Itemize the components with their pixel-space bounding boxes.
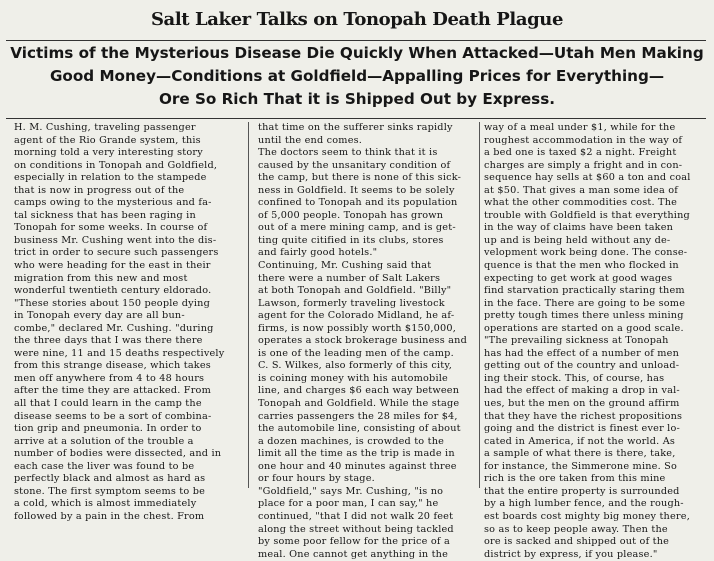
article-column-2 [258, 122, 476, 561]
text-line: Tonopah for some weeks. In course of [14, 222, 208, 234]
text-line: each case the liver was found to be [14, 460, 195, 472]
text-line: Continuing, Mr. Cushing said that [258, 260, 432, 272]
text-line: meal. One cannot get anything in the [258, 548, 449, 560]
text-line: of 5,000 people. Tonopah has grown [258, 209, 444, 221]
text-line: The doctors seem to think that it is [258, 147, 438, 159]
text-line: for instance, the Simmerone mine. So [484, 460, 678, 472]
text-line: caused by the unsanitary condition of [258, 159, 451, 171]
text-line: expecting to get work at good wages [484, 272, 673, 284]
text-line: in the way of claims have been taken [484, 222, 674, 234]
text-line: on conditions in Tonopah and Goldfield, [14, 159, 218, 171]
text-line: agent of the Rio Grande system, this [14, 134, 201, 146]
text-line: that they have the richest propositions [484, 410, 683, 422]
text-line: there were a number of Salt Lakers [258, 272, 441, 284]
text-line: firms, is now possibly worth $150,000, [258, 322, 457, 334]
headline: Salt Laker Talks on Tonopah Death Plague [150, 9, 564, 30]
text-line: Tonopah and Goldfield. While the stage [258, 398, 460, 410]
subheadline-line: Ore So Rich That it is Shipped Out by Express. [158, 90, 556, 108]
text-line: tal sickness that has been raging in [14, 209, 196, 221]
text-line: place for a poor man, I can say," he [258, 498, 439, 510]
text-line: cated in America, if not the world. As [484, 435, 676, 447]
text-line: men off anywhere from 4 to 48 hours [14, 372, 205, 384]
text-line: line, and charges $6 each way between [258, 385, 460, 397]
text-line: in the face. There are going to be some [484, 297, 686, 309]
text-line: combe," declared Mr. Cushing. "during [14, 322, 214, 334]
text-line: along the street without being tackled [258, 523, 454, 535]
text-line: camps owing to the mysterious and fa- [14, 197, 212, 209]
text-line: up and is being held without any de- [484, 234, 671, 246]
article-column-3 [484, 122, 708, 561]
text-line: out of a mere mining camp, and is get- [258, 222, 456, 234]
text-line: disease seems to be a sort of combina- [14, 410, 212, 422]
text-line: at both Tonopah and Goldfield. "Billy" [258, 285, 452, 297]
column-divider [248, 122, 249, 488]
text-line: a cold, which is almost immediately [14, 498, 197, 510]
text-line: velopment work being done. The conse- [484, 247, 688, 259]
text-line: from this strange disease, which takes [14, 360, 211, 372]
text-line: the camp, but there is none of this sick- [258, 172, 462, 184]
text-line: all that I could learn in the camp the [14, 398, 202, 410]
text-line: who were heading for the east in their [14, 260, 211, 272]
text-line: agent for the Colorado Midland, he af- [258, 310, 455, 322]
text-line: at $50. That gives a man some idea of [484, 184, 679, 196]
text-line: tion grip and pneumonia. In order to [14, 423, 202, 435]
text-line: continued, "that I did not walk 20 feet [258, 510, 454, 522]
text-line: "Goldfield," says Mr. Cushing, "is no [258, 485, 444, 497]
text-line: by some poor fellow for the price of a [258, 536, 450, 548]
text-line: number of bodies were dissected, and in [14, 448, 222, 460]
text-line: trict in order to secure such passengers [14, 247, 219, 259]
text-line: operates a stock brokerage business and [258, 335, 467, 347]
text-line: is coining money with his automobile [258, 372, 448, 384]
text-line: H. M. Cushing, traveling passenger [14, 122, 196, 133]
text-line: business Mr. Cushing went into the dis- [14, 234, 217, 246]
text-line: that time on the sufferer sinks rapidly [258, 122, 453, 133]
text-line: charges are simply a fright and in con- [484, 159, 683, 171]
text-line: going and the district is finest ever lo- [484, 423, 680, 435]
article-column-1 [14, 122, 240, 524]
text-line: roughest accommodation in the way of [484, 134, 683, 146]
text-line: find starvation practically staring them [484, 285, 685, 297]
text-line: had the effect of making a drop in val- [484, 385, 680, 397]
text-line: getting out of the country and unload- [484, 360, 680, 372]
text-line: after the time they are attacked. From [14, 385, 211, 397]
text-line: is one of the leading men of the camp. [258, 347, 454, 359]
text-line: migration from this new and most [14, 272, 188, 284]
text-line: a bed one is taxed $2 a night. Freight [484, 147, 677, 159]
text-line: what the other commodities cost. The [484, 197, 678, 209]
text-line: or four hours by stage. [258, 473, 375, 485]
text-line: rich is the ore taken from this mine [484, 473, 666, 485]
text-line: district by express, if you please." [484, 548, 658, 560]
subheadline-rule [6, 118, 706, 119]
text-line: morning told a very interesting story [14, 147, 203, 159]
text-line: a dozen machines, is crowded to the [258, 435, 445, 447]
text-line: arrive at a solution of the trouble a [14, 435, 194, 447]
text-line: ting quite citified in its clubs, stores [258, 234, 444, 246]
text-line: ues, but the men on the ground affirm [484, 398, 680, 410]
text-line: until the end comes. [258, 134, 363, 146]
text-line: by a high lumber fence, and the rough- [484, 498, 684, 510]
headline-rule [6, 40, 706, 41]
text-line: in Tonopah every day are all bun- [14, 310, 185, 322]
text-line: Lawson, formerly traveling livestock [258, 297, 445, 309]
text-line: ing their stock. This, of course, has [484, 372, 665, 384]
text-line: carries passengers the 28 miles for $4, [258, 410, 458, 422]
text-line: the automobile line, consisting of about [258, 423, 461, 435]
subheadline [4, 42, 710, 111]
text-line: wonderful twentieth century eldorado. [14, 285, 212, 297]
text-line: trouble with Goldfield is that everything [484, 209, 690, 221]
text-line: pretty tough times there unless mining [484, 310, 684, 322]
text-line: especially in relation to the stampede [14, 172, 207, 184]
text-line: has had the effect of a number of men [484, 347, 680, 359]
text-line: that is now in progress out of the [14, 184, 185, 196]
text-line: C. S. Wilkes, also formerly of this city, [258, 360, 453, 372]
text-line: a sample of what there is there, take, [484, 448, 676, 460]
text-line: the three days that I was there there [14, 335, 203, 347]
text-line: "These stories about 150 people dying [14, 297, 210, 309]
text-line: sequence hay sells at $60 a ton and coal [484, 172, 691, 184]
text-line: so as to keep people away. Then the [484, 523, 668, 535]
text-line: ness in Goldfield. It seems to be solely [258, 184, 455, 196]
subheadline-line: Victims of the Mysterious Disease Die Quickly When Attacked—Utah Men Making [10, 44, 704, 62]
text-line: that the entire property is surrounded [484, 485, 680, 497]
text-line: way of a meal under $1, while for the [484, 122, 676, 133]
text-line: "The prevailing sickness at Tonopah [484, 335, 669, 347]
text-line: ore is sacked and shipped out of the [484, 536, 670, 548]
text-line: were nine, 11 and 15 deaths respectively [14, 347, 225, 359]
text-line: quence is that the men who flocked in [484, 260, 679, 272]
column-divider [479, 122, 480, 488]
text-line: one hour and 40 minutes against three [258, 460, 457, 472]
text-line: est boards cost mighty big money there, [484, 510, 690, 522]
subheadline-line: Good Money—Conditions at Goldfield—Appalling Prices for Everything— [49, 67, 665, 85]
text-line: confined to Tonopah and its population [258, 197, 458, 209]
text-line: stone. The first symptom seems to be [14, 485, 206, 497]
text-line: perfectly black and almost as hard as [14, 473, 206, 485]
text-line: followed by a pain in the chest. From [14, 510, 205, 522]
text-line: and fairly good hotels." [258, 247, 378, 259]
text-line: operations are started on a good scale. [484, 322, 684, 334]
text-line: limit all the time as the trip is made in [258, 448, 455, 460]
